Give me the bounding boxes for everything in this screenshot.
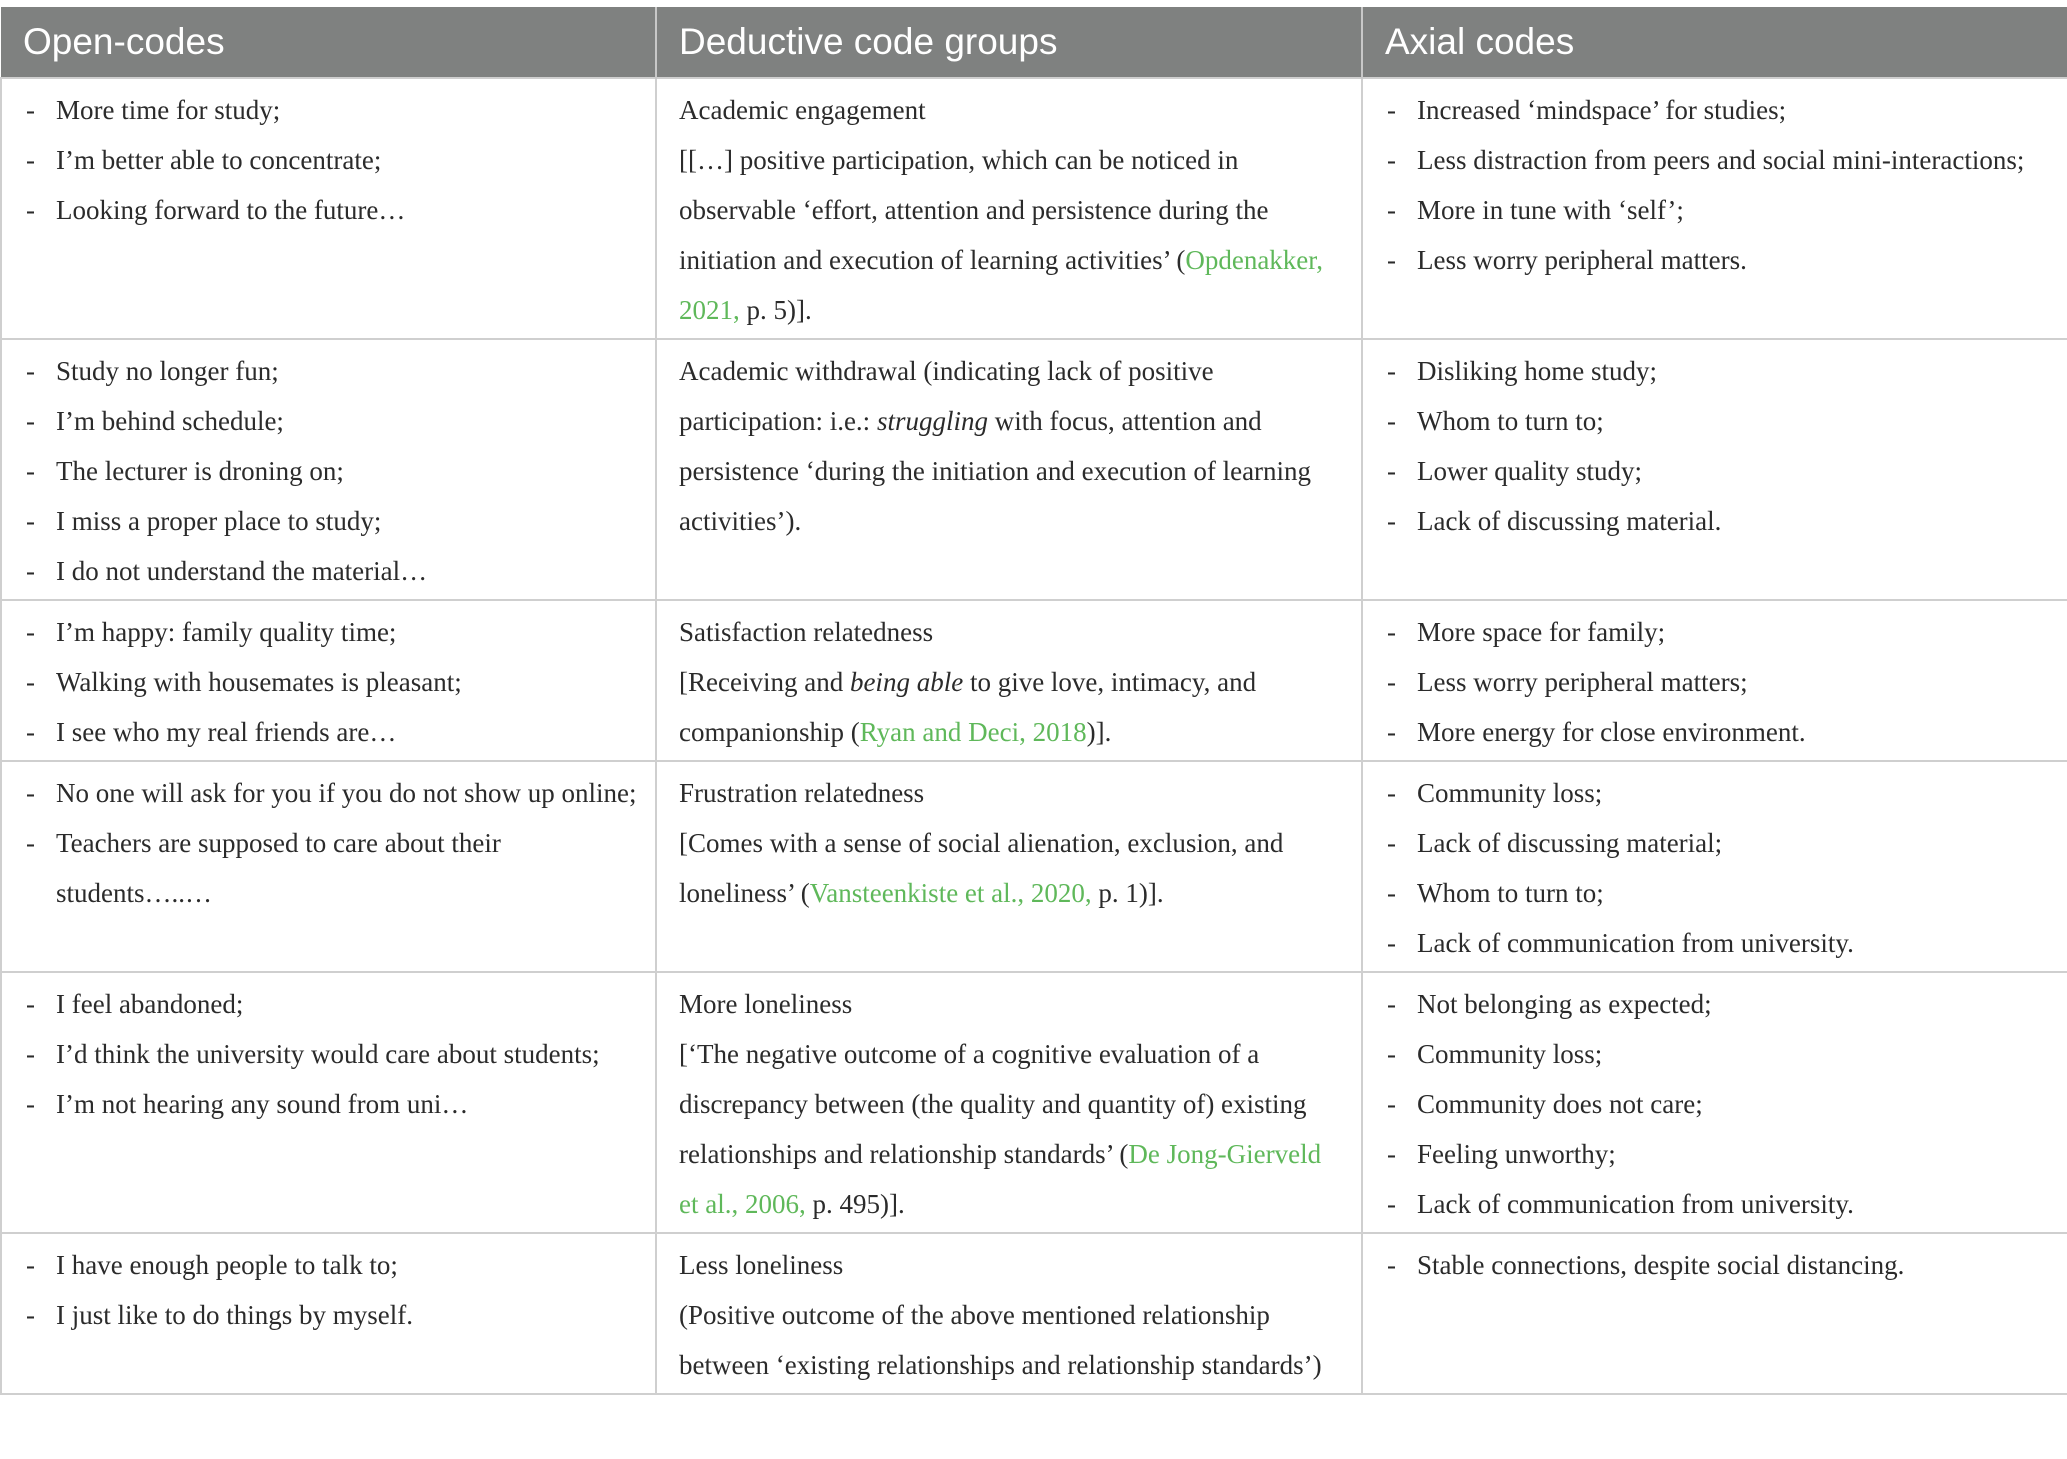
description-text: )]. <box>1086 717 1112 747</box>
open-code-item: - I do not understand the material… <box>24 546 641 596</box>
coding-table <box>0 7 2067 1395</box>
description-text: (Positive outcome of the above mentioned relationship between ‘existing relationships and relationship standards’) <box>679 1300 1322 1380</box>
axial-codes-list <box>1385 979 2053 1229</box>
open-codes-cell <box>1 339 656 600</box>
axial-code-item: - Lack of discussing material; <box>1385 818 2053 868</box>
header-deductive-code-groups: Deductive code groups <box>656 7 1362 78</box>
group-description <box>679 1039 1321 1219</box>
open-code-item: - Walking with housemates is pleasant; <box>24 657 641 707</box>
group-title: Satisfaction relatedness <box>679 617 934 647</box>
group-description <box>679 828 1283 908</box>
description-text: [[…] positive participation, which can be noticed in observable ‘effort, attention and persistence during the initiation and execution of learning activities’ ( <box>679 145 1269 275</box>
group-title: Frustration relatedness <box>679 778 925 808</box>
open-codes-cell <box>1 972 656 1233</box>
axial-code-item: - Lack of communication from university. <box>1385 1179 2053 1229</box>
axial-codes-cell <box>1362 1233 2067 1394</box>
open-code-item: - Looking forward to the future… <box>24 185 641 235</box>
axial-code-item: - Community does not care; <box>1385 1079 2053 1129</box>
open-code-item: - More time for study; <box>24 85 641 135</box>
header-axial-codes: Axial codes <box>1362 7 2067 78</box>
citation-link: Ryan and Deci, 2018 <box>859 717 1087 747</box>
citation-link: Opdenakker, 2021, <box>679 245 1323 325</box>
group-title: Academic engagement <box>679 95 926 125</box>
axial-code-item: - Increased ‘mindspace’ for studies; <box>1385 85 2053 135</box>
open-codes-cell <box>1 78 656 339</box>
axial-codes-cell <box>1362 972 2067 1233</box>
group-title: Academic withdrawal (indicating lack of positive participation: i.e.: <box>679 356 1214 436</box>
axial-code-item: - Feeling unworthy; <box>1385 1129 2053 1179</box>
open-code-item: - I’d think the university would care about students; <box>24 1029 641 1079</box>
open-codes-list <box>24 768 641 918</box>
axial-codes-cell <box>1362 78 2067 339</box>
table-row <box>1 1233 2067 1394</box>
open-codes-list <box>24 1240 641 1340</box>
axial-code-item: - More energy for close environment. <box>1385 707 2053 757</box>
axial-code-item: - More space for family; <box>1385 607 2053 657</box>
axial-code-item: - Disliking home study; <box>1385 346 2053 396</box>
deductive-group-cell <box>656 1233 1362 1394</box>
open-code-item: - I see who my real friends are… <box>24 707 641 757</box>
axial-code-item: - Not belonging as expected; <box>1385 979 2053 1029</box>
open-codes-list <box>24 607 641 757</box>
deductive-group-cell <box>656 761 1362 972</box>
open-code-item: - I feel abandoned; <box>24 979 641 1029</box>
axial-code-item: - Stable connections, despite social distancing. <box>1385 1240 2053 1290</box>
table-row <box>1 761 2067 972</box>
open-codes-list <box>24 979 641 1129</box>
axial-codes-list <box>1385 1240 2053 1290</box>
open-codes-list <box>24 346 641 596</box>
description-text: to give love, intimacy, and companionship ( <box>679 667 1257 747</box>
table-body <box>1 78 2067 1394</box>
axial-code-item: - Less worry peripheral matters. <box>1385 235 2053 285</box>
axial-code-item: - Community loss; <box>1385 768 2053 818</box>
emphasis-text: being able <box>849 667 964 697</box>
axial-codes-list <box>1385 346 2053 546</box>
group-description <box>679 145 1323 325</box>
table-row <box>1 972 2067 1233</box>
description-text: p. 5)]. <box>739 295 812 325</box>
open-codes-cell <box>1 600 656 761</box>
open-codes-cell <box>1 1233 656 1394</box>
axial-code-item: - Less distraction from peers and social mini-interactions; <box>1385 135 2053 185</box>
deductive-group-cell <box>656 600 1362 761</box>
axial-codes-list <box>1385 607 2053 757</box>
group-title: Less loneliness <box>679 1250 844 1280</box>
axial-code-item: - More in tune with ‘self’; <box>1385 185 2053 235</box>
open-code-item: - I’m better able to concentrate; <box>24 135 641 185</box>
description-text: p. 1)]. <box>1091 878 1164 908</box>
description-text: with focus, attention and persistence ‘during the initiation and execution of learning activities’). <box>679 406 1312 536</box>
open-code-item: - I’m behind schedule; <box>24 396 641 446</box>
axial-code-item: - Lack of discussing material. <box>1385 496 2053 546</box>
axial-codes-cell <box>1362 761 2067 972</box>
axial-codes-cell <box>1362 600 2067 761</box>
deductive-group-cell <box>656 339 1362 600</box>
description-text: [Receiving and <box>679 667 850 697</box>
group-description <box>679 667 1256 747</box>
group-title-emphasis: struggling <box>876 406 988 436</box>
table-row <box>1 600 2067 761</box>
open-code-item: - The lecturer is droning on; <box>24 446 641 496</box>
open-code-item: - I have enough people to talk to; <box>24 1240 641 1290</box>
open-code-item: - I just like to do things by myself. <box>24 1290 641 1340</box>
header-row <box>1 7 2067 78</box>
axial-codes-list <box>1385 768 2053 968</box>
deductive-group-cell <box>656 972 1362 1233</box>
group-description <box>679 1300 1322 1380</box>
header-open-codes: Open-codes <box>1 7 656 78</box>
description-text: p. 495)]. <box>805 1189 905 1219</box>
axial-code-item: - Whom to turn to; <box>1385 868 2053 918</box>
open-code-item: - No one will ask for you if you do not show up online; <box>24 768 641 818</box>
citation-link: Vansteenkiste et al., 2020, <box>809 878 1092 908</box>
description-text: [Comes with a sense of social alienation, exclusion, and loneliness’ ( <box>679 828 1284 908</box>
axial-codes-list <box>1385 85 2053 285</box>
axial-codes-cell <box>1362 339 2067 600</box>
description-text: [‘The negative outcome of a cognitive evaluation of a discrepancy between (the quality and quantity of) existing relationships and relationship standards’ ( <box>679 1039 1307 1169</box>
axial-code-item: - Less worry peripheral matters; <box>1385 657 2053 707</box>
open-code-item: - I miss a proper place to study; <box>24 496 641 546</box>
table-row <box>1 78 2067 339</box>
open-code-item: - I’m not hearing any sound from uni… <box>24 1079 641 1129</box>
group-title: More loneliness <box>679 989 853 1019</box>
axial-code-item: - Lower quality study; <box>1385 446 2053 496</box>
open-code-item: - Teachers are supposed to care about their students…..… <box>24 818 641 918</box>
open-codes-list <box>24 85 641 235</box>
table-row <box>1 339 2067 600</box>
open-codes-cell <box>1 761 656 972</box>
open-code-item: - I’m happy: family quality time; <box>24 607 641 657</box>
deductive-group-cell <box>656 78 1362 339</box>
axial-code-item: - Whom to turn to; <box>1385 396 2053 446</box>
open-code-item: - Study no longer fun; <box>24 346 641 396</box>
citation-link: De Jong-Gierveld et al., 2006, <box>679 1139 1322 1219</box>
axial-code-item: - Community loss; <box>1385 1029 2053 1079</box>
axial-code-item: - Lack of communication from university. <box>1385 918 2053 968</box>
